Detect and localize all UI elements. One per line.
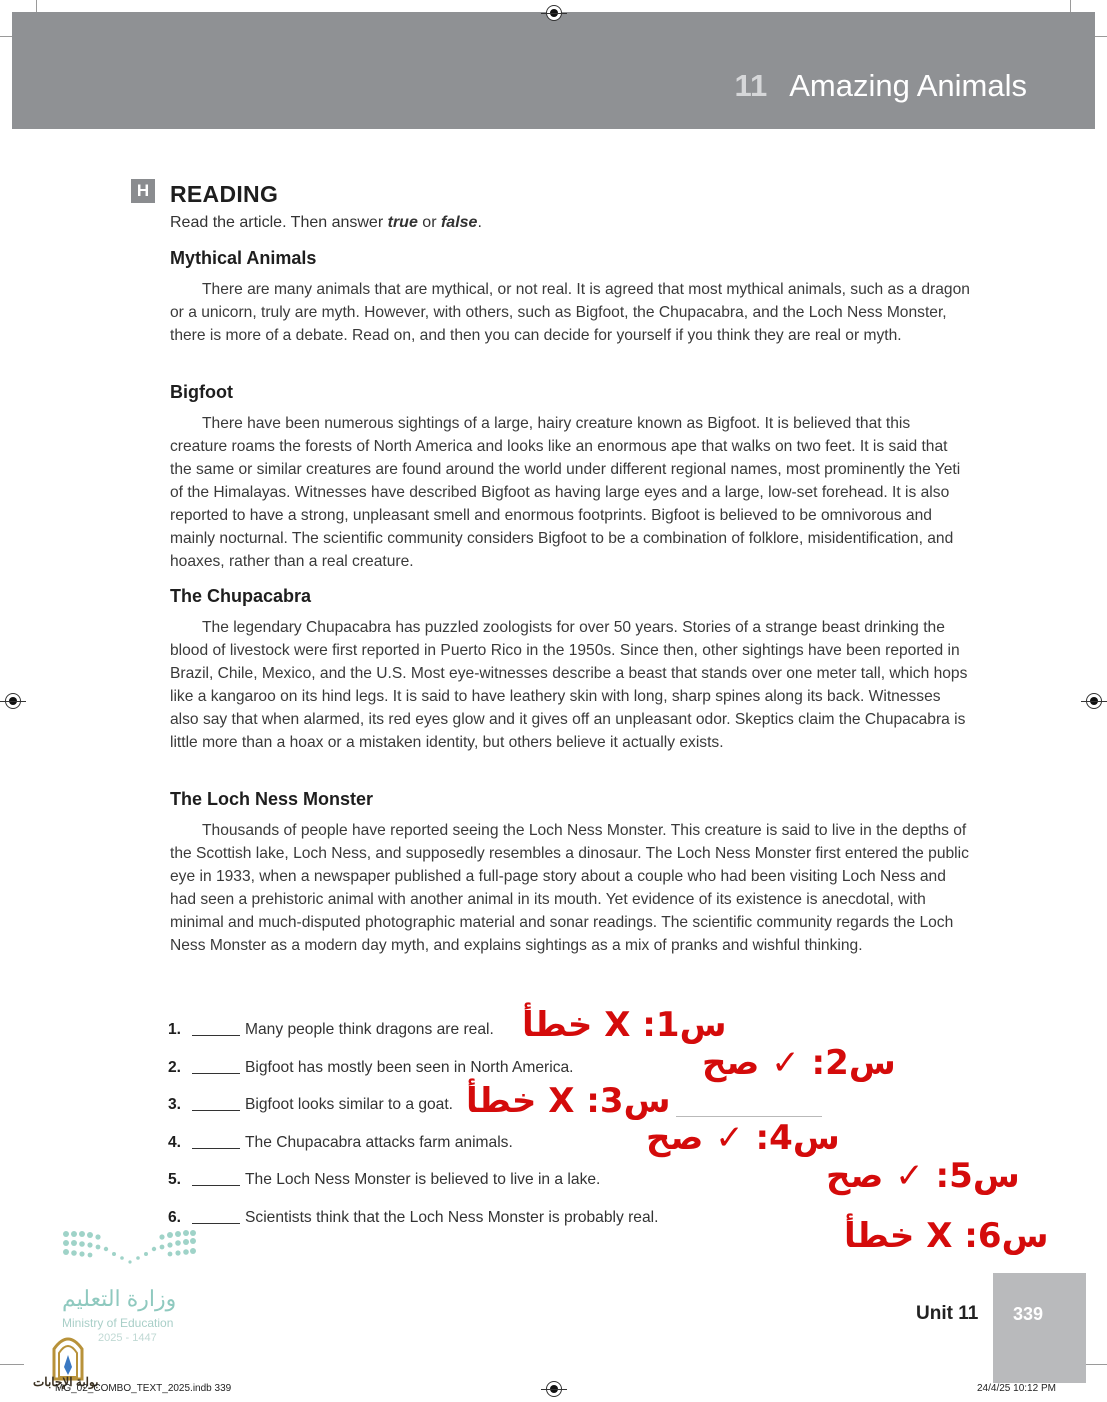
answer-word: خطأ (522, 1005, 593, 1045)
answer-label: س1: (642, 1005, 727, 1045)
instruction-end: . (477, 214, 482, 231)
unit-header-title (734, 68, 1027, 104)
page-number-tab (993, 1273, 1086, 1383)
answer-label: س4: (755, 1118, 840, 1158)
question-text: Scientists think that the Loch Ness Monster is probably real. (245, 1209, 659, 1226)
question-number: 5. (168, 1171, 182, 1188)
answer-word: صح (646, 1118, 704, 1158)
registration-mark-bottom (546, 1381, 562, 1397)
crop-mark (0, 1364, 24, 1365)
cross-mark-icon: X (926, 1216, 953, 1256)
question-number: 6. (168, 1209, 182, 1226)
question-item (168, 1021, 494, 1039)
answer-blank[interactable] (192, 1148, 240, 1149)
article-paragraph: The legendary Chupacabra has puzzled zoologists for over 50 years. Stories of a strange beast drinking the blood of livestock were first reported in Puerto Rico in the 1950s. Since then, other sightings have been reported in Brazil, Chile, Mexico, and the U.S. Most eye-witnesses describe a beast that stands over one meter tall, which hops like a kangaroo on its hind legs. It is said to have leathery skin with long, sharp spines along its back. Witnesses also say that when alarmed, its red eyes glow and it gives off an unpleasant odor. Skeptics claim the Chupacabra is little more than a hoax or a mistaken identity, but others believe it actually exists. (170, 619, 968, 751)
ministry-year: 2025 - 1447 (98, 1332, 157, 1344)
answer-label: س3: (586, 1081, 671, 1121)
answer-label: س6: (964, 1216, 1049, 1256)
handwritten-answer (844, 1216, 1049, 1256)
page-number: 339 (1012, 1304, 1044, 1324)
question-item (168, 1096, 453, 1114)
question-text: Many people think dragons are real. (245, 1021, 494, 1038)
article-paragraph: There are many animals that are mythical, or not real. It is agreed that most mythical animals, such as a dragon or a unicorn, truly are myth. However, with others, such as Bigfoot, the Chupacabra, and the Loch Ness Monster, there is more of a debate. Read on, and then you can decide for yourself if you think they are real or myth. (170, 281, 970, 344)
question-number: 3. (168, 1096, 182, 1113)
question-number: 4. (168, 1134, 182, 1151)
question-item (168, 1209, 658, 1227)
handwritten-answer (826, 1156, 1020, 1196)
article-heading: The Chupacabra (170, 586, 312, 606)
registration-mark-left (5, 693, 21, 709)
article-paragraph: Thousands of people have reported seeing the Loch Ness Monster. This creature is said to live in the depths of the Scottish lake, Loch Ness, and supposedly resembles a dinosaur. The Loch Ness Monster first entered the public eye in 1933, when a newspaper published a full-page story about a couple who had been visiting Loch Ness and had seen a prehistoric animal with another animal in its mouth. Yet evidence of its existence is anecdotal, with minimal and much-disputed photographic material and sonar readings. The scientific community regards the Loch Ness Monster as a modern day myth, and explains sightings as a mix of pranks and wishful thinking. (170, 822, 969, 954)
instruction-true: true (387, 214, 418, 231)
section-letter: H (131, 179, 155, 203)
answer-word: صح (702, 1043, 760, 1083)
unit-label: Unit 11 (916, 1303, 979, 1324)
question-text: Bigfoot has mostly been seen in North America. (245, 1059, 574, 1076)
handwritten-answer (522, 1005, 727, 1045)
article-heading: Bigfoot (170, 382, 233, 402)
answer-label: س5: (935, 1156, 1020, 1196)
unit-title: Amazing Animals (789, 68, 1027, 103)
question-item (168, 1059, 574, 1077)
handwritten-answer (466, 1081, 671, 1121)
handwritten-answer (646, 1118, 840, 1158)
ministry-english-name: Ministry of Education (62, 1316, 174, 1330)
annotation-line (676, 1116, 822, 1117)
cross-mark-icon: X (604, 1005, 631, 1045)
check-mark-icon: ✓ (895, 1156, 924, 1196)
question-item (168, 1171, 600, 1189)
instruction-false: false (440, 214, 478, 231)
ministry-arabic-name: وزارة التعليم (62, 1286, 177, 1311)
check-mark-icon: ✓ (771, 1043, 800, 1083)
answers-portal-text: بوابة الإجابات (33, 1375, 99, 1389)
answer-blank[interactable] (192, 1110, 240, 1111)
section-title: READING (170, 181, 279, 207)
instruction-text: Read the article. Then answer (170, 214, 388, 231)
answer-word: خطأ (844, 1216, 915, 1256)
question-text: The Loch Ness Monster is believed to live in a lake. (245, 1171, 601, 1188)
article-heading: The Loch Ness Monster (170, 789, 374, 809)
answer-blank[interactable] (192, 1185, 240, 1186)
cross-mark-icon: X (548, 1081, 575, 1121)
question-text: The Chupacabra attacks farm animals. (245, 1134, 513, 1151)
article-heading: Mythical Animals (170, 248, 317, 268)
instruction-or: or (417, 214, 441, 231)
print-timestamp: 24/4/25 10:12 PM (977, 1383, 1056, 1394)
answer-word: صح (826, 1156, 884, 1196)
question-text: Bigfoot looks similar to a goat. (245, 1096, 454, 1113)
question-number: 1. (168, 1021, 182, 1038)
answer-blank[interactable] (192, 1073, 240, 1074)
unit-number: 11 (734, 68, 768, 103)
question-number: 2. (168, 1059, 182, 1076)
file-name: MG_02_COMBO_TEXT_2025.indb 339 (55, 1383, 232, 1394)
crop-mark (1083, 1364, 1107, 1365)
answer-blank[interactable] (192, 1223, 240, 1224)
handwritten-answer (702, 1043, 896, 1083)
check-mark-icon: ✓ (715, 1118, 744, 1158)
answer-word: خطأ (466, 1081, 537, 1121)
article-paragraph: There have been numerous sightings of a large, hairy creature known as Bigfoot. It is believed that this creature roams the forests of North America and looks like an enormous ape that walks on two feet. It is said that the same or similar creatures are found around the world under different regional names, most prominently the Yeti of the Himalayas. Witnesses have described Bigfoot as having large eyes and a large, low-set forehead. It is also reported to have a strong, unpleasant smell and enormous footprints. Bigfoot is believed to be omnivorous and mainly nocturnal. The scientific community considers Bigfoot to be a combination of folklore, misidentification, and hoaxes, rather than a real creature. (170, 415, 961, 570)
question-item (168, 1134, 513, 1152)
answer-label: س2: (811, 1043, 896, 1083)
registration-mark-top (546, 5, 562, 21)
instructions (170, 214, 482, 232)
answer-blank[interactable] (192, 1035, 240, 1036)
registration-mark-right (1086, 693, 1102, 709)
ministry-logo-icon (62, 1228, 197, 1272)
